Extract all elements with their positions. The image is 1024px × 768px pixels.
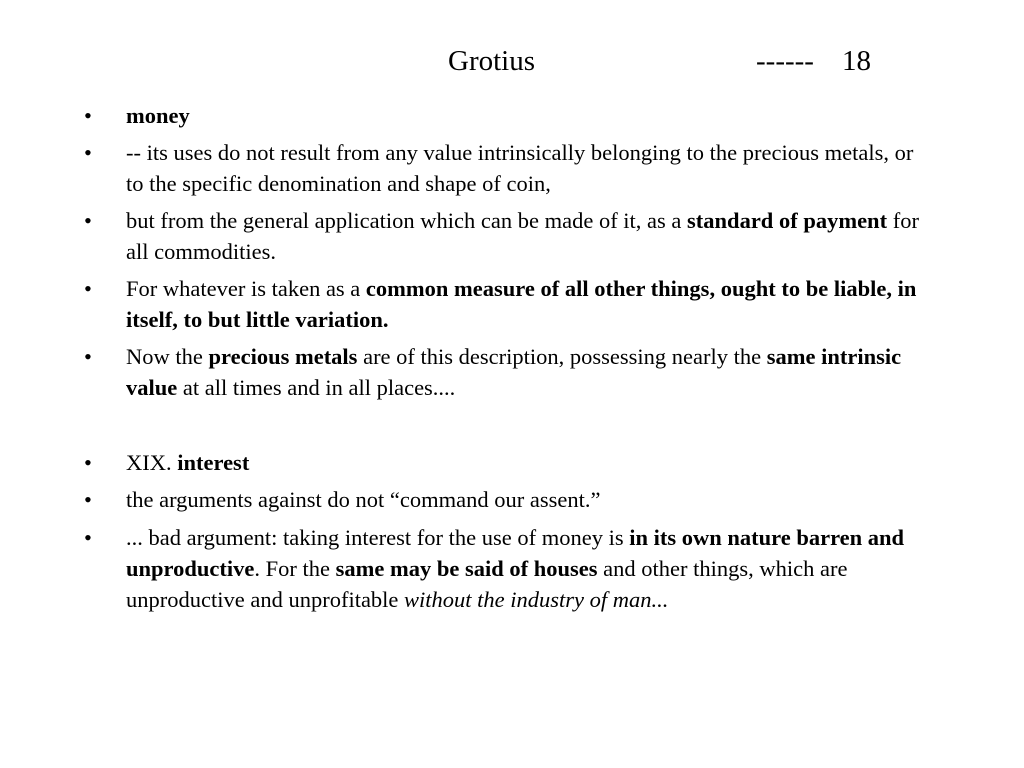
bullet-marker: • <box>84 450 92 475</box>
text-segment: precious metals <box>208 344 358 369</box>
text-segment: standard of payment <box>687 208 888 233</box>
text-segment: ... bad argument: taking interest for the use of money is <box>126 525 630 550</box>
text-segment: money <box>126 103 190 128</box>
text-segment: XIX. <box>126 450 178 475</box>
slide-title: Grotius <box>448 45 535 77</box>
slide-title-bar <box>0 42 1024 82</box>
text-segment: are of this description, possessing nearly the <box>357 344 767 369</box>
text-segment: interest <box>177 450 250 475</box>
bullet-text <box>126 484 936 515</box>
bullet-marker: • <box>84 487 92 512</box>
text-segment: -- its uses do not result from any value intrinsically belonging to the precious metals, or to the specific denomination and shape of coin, <box>126 140 914 196</box>
text-segment: common measure of all other things, ought to be liable, in itself, to but little variation. <box>126 276 917 332</box>
text-segment: and other things, which are unproductive and unprofitable <box>126 556 848 612</box>
bullet-marker: • <box>84 208 92 233</box>
bullet-marker: • <box>84 276 92 301</box>
bullet-marker: • <box>84 344 92 369</box>
text-segment: Now the <box>126 344 209 369</box>
bullet-marker: • <box>84 140 92 165</box>
text-segment: for all commodities. <box>126 208 919 264</box>
text-segment: the arguments against do not “command our assent.” <box>126 487 601 512</box>
text-segment: but from the general application which can be made of it, as a <box>126 208 688 233</box>
text-segment: at all times and in all places.... <box>177 375 456 400</box>
bullet-text <box>126 522 936 615</box>
bullet-text <box>126 137 936 199</box>
bullet-text <box>126 100 936 131</box>
text-segment: in its own nature barren and unproductive <box>126 525 905 581</box>
text-segment: without the industry of man... <box>404 587 669 612</box>
bullet-text <box>126 205 936 267</box>
bullet-text <box>126 273 936 335</box>
bullet-marker: • <box>84 525 92 550</box>
title-dashes: ------ <box>756 45 814 77</box>
page-number: 18 <box>842 45 871 77</box>
bullet-text <box>126 447 936 478</box>
text-segment: same intrinsic value <box>126 344 902 400</box>
text-segment: For whatever is taken as a <box>126 276 366 301</box>
bullet-marker: • <box>84 103 92 128</box>
text-segment: . For the <box>254 556 336 581</box>
text-segment: same may be said of houses <box>335 556 598 581</box>
bullet-text <box>126 341 936 403</box>
